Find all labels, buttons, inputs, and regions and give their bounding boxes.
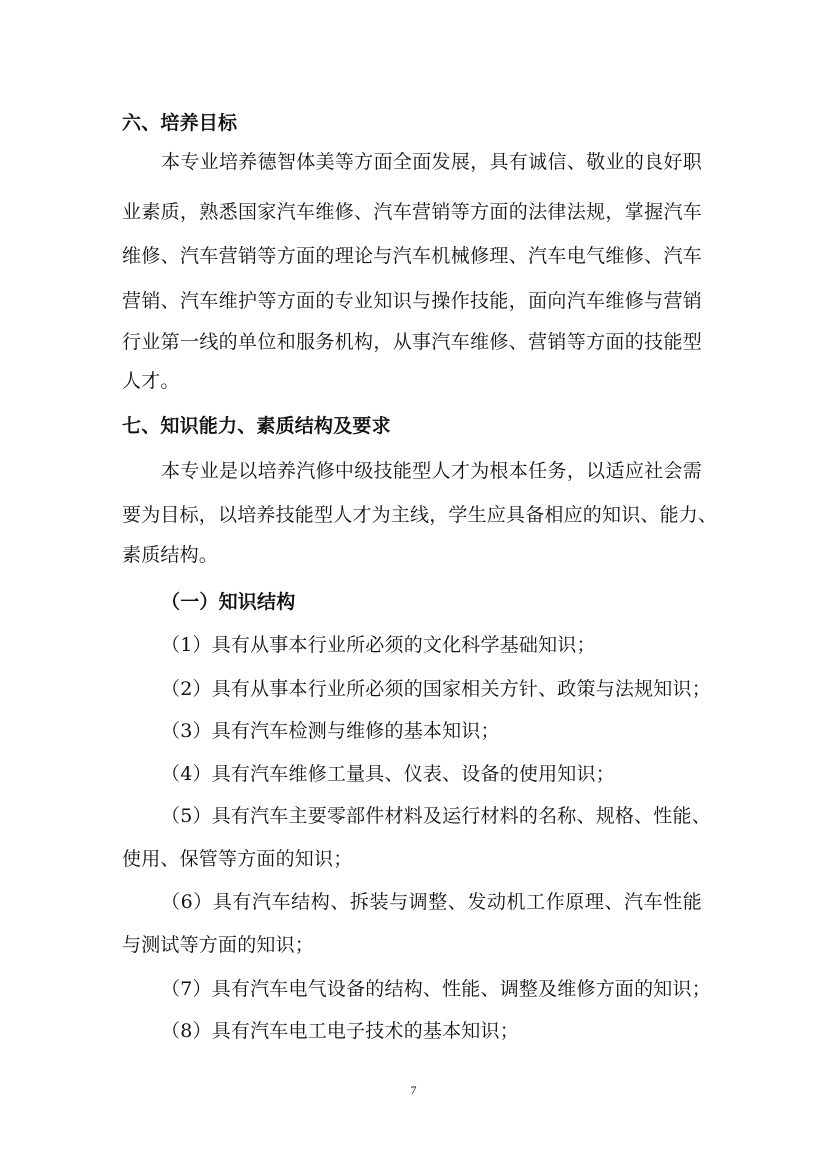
paragraph-line: 本专业是以培养汽修中级技能型人才为根本任务，以适应社会需: [161, 460, 702, 482]
list-item: （1）具有从事本行业所必须的文化科学基础知识；: [161, 634, 596, 656]
list-item-continuation: 使用、保管等方面的知识；: [122, 848, 353, 870]
list-item: （5）具有汽车主要零部件材料及运行材料的名称、规格、性能、: [161, 805, 711, 827]
list-item: （2）具有从事本行业所必须的国家相关方针、政策与法规知识；: [161, 678, 711, 700]
page-number: 7: [410, 1083, 417, 1097]
paragraph-line: 素质结构。: [122, 544, 219, 566]
paragraph-line: 维修、汽车营销等方面的理论与汽车机械修理、汽车电气维修、汽车: [122, 245, 702, 267]
paragraph-line: 行业第一线的单位和服务机构，从事汽车维修、营销等方面的技能型: [122, 331, 702, 353]
paragraph-line: 营销、汽车维护等方面的专业知识与操作技能，面向汽车维修与营销: [122, 290, 702, 312]
paragraph-line: 要为目标，以培养技能型人才为主线，学生应具备相应的知识、能力、: [122, 504, 718, 526]
list-item: （3）具有汽车检测与维修的基本知识；: [161, 720, 500, 742]
section-heading-knowledge-structure: 七、知识能力、素质结构及要求: [122, 415, 391, 437]
subsection-heading: （一）知识结构: [161, 591, 296, 613]
paragraph-line: 人才。: [122, 370, 180, 392]
list-item: （6）具有汽车结构、拆装与调整、发动机工作原理、汽车性能: [161, 891, 702, 913]
section-heading-training-goals: 六、培养目标: [122, 112, 238, 134]
paragraph-line: 业素质，熟悉国家汽车维修、汽车营销等方面的法律法规，掌握汽车: [122, 201, 702, 223]
list-item-continuation: 与测试等方面的知识；: [122, 934, 315, 956]
paragraph-line: 本专业培养德智体美等方面全面发展，具有诚信、敬业的良好职: [161, 151, 702, 173]
list-item: （8）具有汽车电工电子技术的基本知识；: [161, 1020, 519, 1042]
list-item: （7）具有汽车电气设备的结构、性能、调整及维修方面的知识；: [161, 978, 711, 1000]
list-item: （4）具有汽车维修工量具、仪表、设备的使用知识；: [161, 763, 615, 785]
